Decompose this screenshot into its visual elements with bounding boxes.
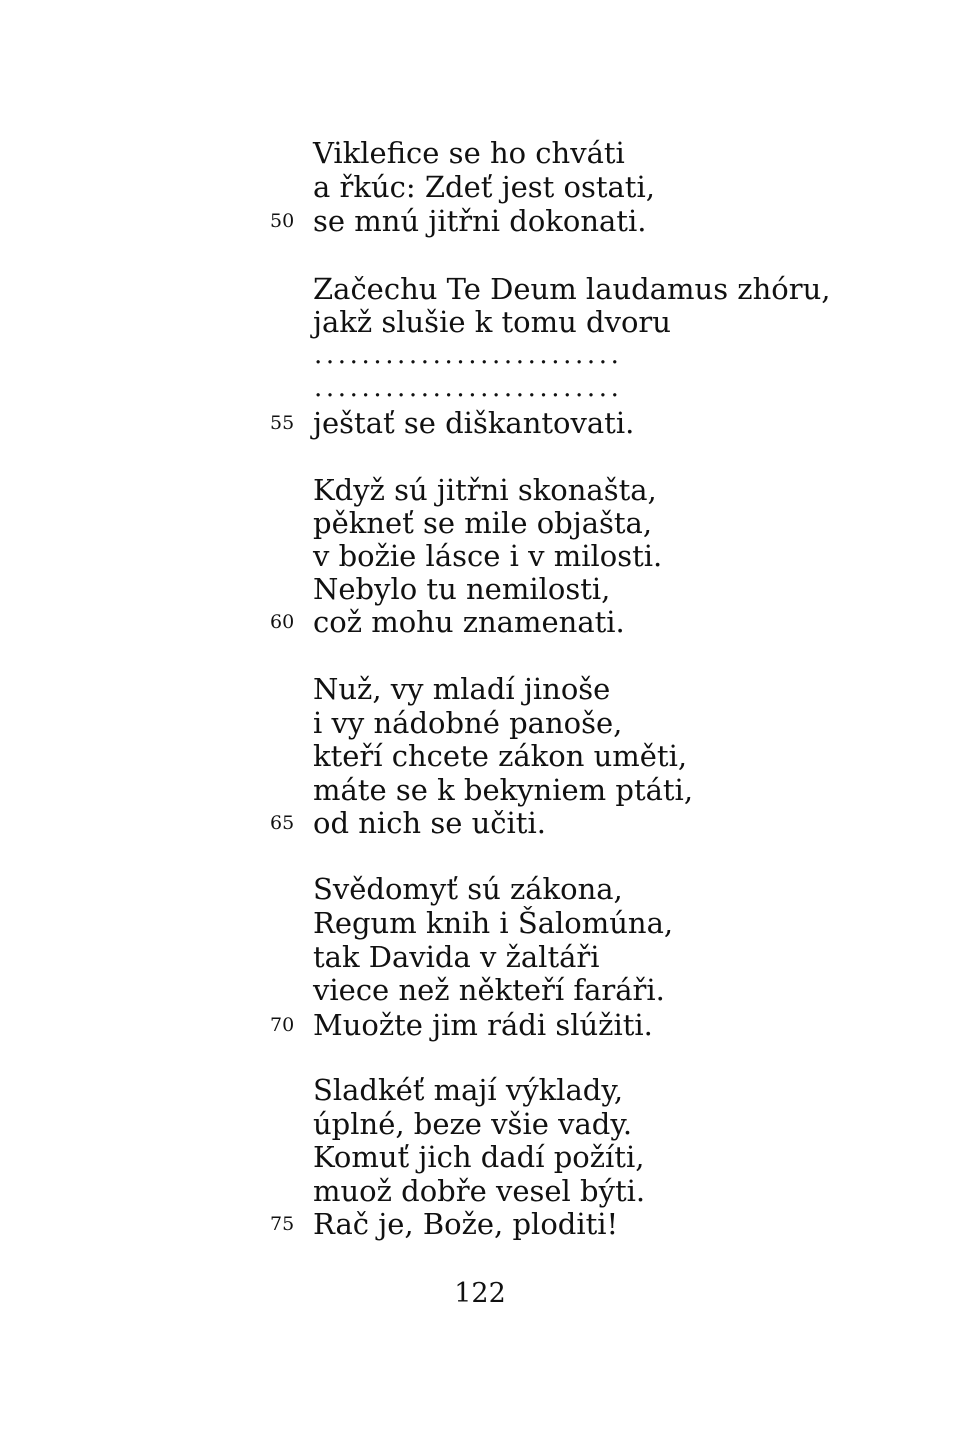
verse-line: od nich se učiti. — [313, 806, 546, 840]
verse-line: Nuž, vy mladí jinoše — [313, 672, 611, 706]
verse-line: muož dobře vesel býti. — [313, 1174, 646, 1208]
verse-line: Muožte jim rádi slúžiti. — [313, 1008, 653, 1042]
line-number: 50 — [270, 210, 295, 232]
verse-line: viece než někteří faráři. — [313, 973, 665, 1007]
verse-line: tak Davida v žaltáři — [313, 940, 600, 974]
verse-line: Nebylo tu nemilosti, — [313, 572, 611, 606]
verse-line: kteří chcete zákon uměti, — [313, 739, 688, 773]
verse-line: úplné, beze všie vady. — [313, 1107, 633, 1141]
verse-line: Začechu Te Deum laudamus zhóru, — [313, 272, 831, 306]
verse-line: i vy nádobné panoše, — [313, 706, 623, 740]
verse-line: Regum knih i Šalomúna, — [313, 906, 674, 940]
verse-line: Svědomyť sú zákona, — [313, 872, 623, 906]
verse-line: Komuť jich dadí požíti, — [313, 1140, 645, 1174]
verse-line: máte se k bekyniem ptáti, — [313, 773, 694, 807]
verse-line: což mohu znamenati. — [313, 605, 625, 639]
page-number: 122 — [454, 1278, 506, 1309]
verse-line: v božie lásce i v milosti. — [313, 539, 663, 573]
line-number: 60 — [270, 611, 295, 633]
verse-line: a řkúc: Zdeť jest ostati, — [313, 170, 655, 204]
verse-line: Viklefice se ho chváti — [313, 136, 625, 170]
omission-dots: .......................... — [314, 373, 623, 403]
verse-line: pěkneť se mile objašta, — [313, 506, 653, 540]
line-number: 75 — [270, 1213, 295, 1235]
verse-line: Rač je, Bože, ploditi! — [313, 1207, 619, 1241]
verse-line: jakž slušie k tomu dvoru — [313, 305, 671, 339]
line-number: 65 — [270, 812, 295, 834]
line-number: 55 — [270, 412, 295, 434]
verse-line: ještať se diškantovati. — [313, 406, 635, 440]
verse-line: se mnú jitřni dokonati. — [313, 204, 647, 238]
verse-line: Když sú jitřni skonašta, — [313, 473, 657, 507]
omission-dots: .......................... — [314, 340, 623, 370]
line-number: 70 — [270, 1014, 295, 1036]
verse-line: Sladkéť mají výklady, — [313, 1073, 624, 1107]
